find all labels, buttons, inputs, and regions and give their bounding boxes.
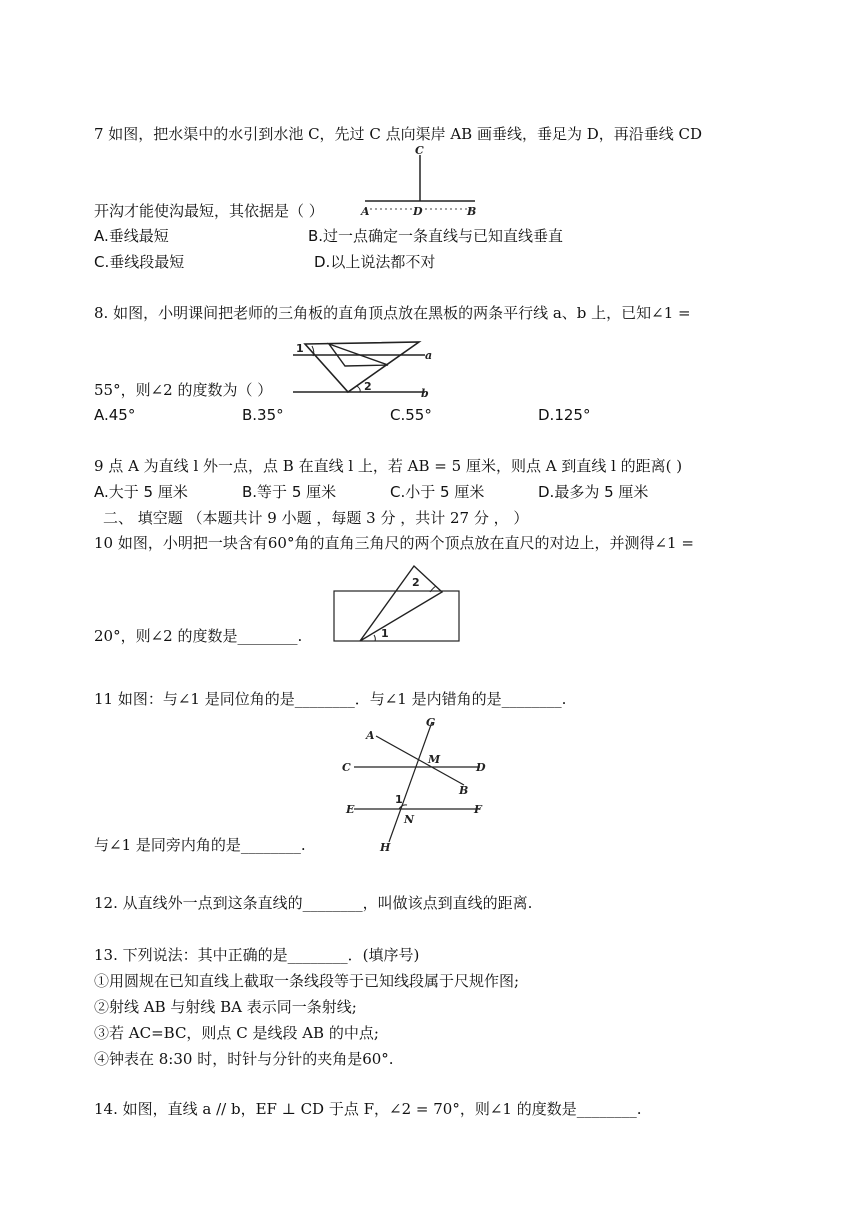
label-n: N: [404, 813, 415, 826]
section-2-heading: 二、 填空题 （本题共计 9 小题 ，每题 3 分 ，共计 27 分 ， ）: [103, 509, 529, 527]
set-square: [360, 566, 442, 641]
q11-figure: [340, 712, 500, 857]
angle1-arc: [374, 635, 375, 641]
label-m: M: [428, 753, 441, 766]
label-a: a: [425, 349, 433, 362]
q8-line1: 8. 如图，小明课间把老师的三角板的直角顶点放在黑板的两条平行线 a、b 上，已知∠1 =: [94, 304, 691, 322]
q8-option-a: A.45°: [94, 406, 136, 424]
label-2: 2: [364, 380, 372, 393]
ruler-rectangle: [334, 591, 459, 641]
q13-item-2: ②射线 AB 与射线 BA 表示同一条射线;: [94, 998, 357, 1016]
label-b: B: [467, 205, 477, 218]
line-ab: [376, 736, 464, 785]
label-2: 2: [412, 576, 420, 589]
q12-line1: 12. 从直线外一点到这条直线的________，叫做该点到直线的距离.: [94, 894, 533, 912]
q7-line2: 开沟才能使沟最短，其依据是（ ）: [94, 202, 324, 220]
q9-line1: 9 点 A 为直线 l 外一点，点 B 在直线 l 上，若 AB = 5 厘米，则点 A 到直线 l 的距离( ): [94, 457, 683, 475]
triangle-outer: [305, 342, 419, 392]
label-g: G: [426, 716, 436, 729]
label-d: D: [413, 205, 423, 218]
label-f: F: [474, 803, 482, 816]
q9-option-c: C.小于 5 厘米: [390, 483, 485, 501]
label-h: H: [380, 841, 391, 854]
label-1: 1: [381, 627, 389, 640]
q11-line1: 11 如图：与∠1 是同位角的是________．与∠1 是内错角的是________.: [94, 690, 567, 708]
q10-figure: [330, 562, 462, 644]
q10-line1: 10 如图，小明把一块含有60°角的直角三角尺的两个顶点放在直尺的对边上，并测得∠1 =: [94, 534, 694, 552]
label-a: A: [361, 205, 370, 218]
q13-item-3: ③若 AC=BC，则点 C 是线段 AB 的中点;: [94, 1024, 379, 1042]
q9-option-a: A.大于 5 厘米: [94, 483, 188, 501]
q8-option-b: B.35°: [242, 406, 284, 424]
q13-item-4: ④钟表在 8:30 时，时针与分针的夹角是60°.: [94, 1050, 394, 1068]
q7-option-a: A.垂线最短: [94, 227, 169, 245]
q14-line1: 14. 如图，直线 a // b，EF ⊥ CD 于点 F，∠2 = 70°，则∠1 的度数是________.: [94, 1100, 642, 1118]
label-b: B: [459, 784, 469, 797]
q9-option-d: D.最多为 5 厘米: [538, 483, 649, 501]
q7-option-c: C.垂线段最短: [94, 253, 185, 271]
label-c: C: [415, 144, 424, 157]
q10-line2: 20°，则∠2 的度数是________.: [94, 627, 303, 645]
q7-option-b: B.过一点确定一条直线与已知直线垂直: [308, 227, 564, 245]
label-d: D: [476, 761, 486, 774]
label-e: E: [346, 803, 355, 816]
q8-figure: [285, 326, 445, 401]
q13-line1: 13. 下列说法：其中正确的是________．(填序号): [94, 946, 420, 964]
q7-figure: [355, 143, 485, 223]
q9-option-b: B.等于 5 厘米: [242, 483, 337, 501]
q7-option-d: D.以上说法都不对: [314, 253, 436, 271]
label-a: A: [366, 729, 375, 742]
q7-line1: 7 如图，把水渠中的水引到水池 C，先过 C 点向渠岸 AB 画垂线，垂足为 D，再沿垂线 CD: [94, 125, 703, 143]
label-c: C: [342, 761, 351, 774]
q8-line2: 55°，则∠2 的度数为（ ）: [94, 381, 273, 399]
label-1: 1: [395, 793, 403, 806]
q13-item-1: ①用圆规在已知直线上截取一条线段等于已知线段属于尺规作图;: [94, 972, 520, 990]
q8-option-d: D.125°: [538, 406, 591, 424]
label-b: b: [421, 387, 429, 400]
angle2-arc: [357, 386, 360, 392]
q8-option-c: C.55°: [390, 406, 432, 424]
label-1: 1: [296, 342, 304, 355]
q11-line2: 与∠1 是同旁内角的是________.: [94, 836, 306, 854]
